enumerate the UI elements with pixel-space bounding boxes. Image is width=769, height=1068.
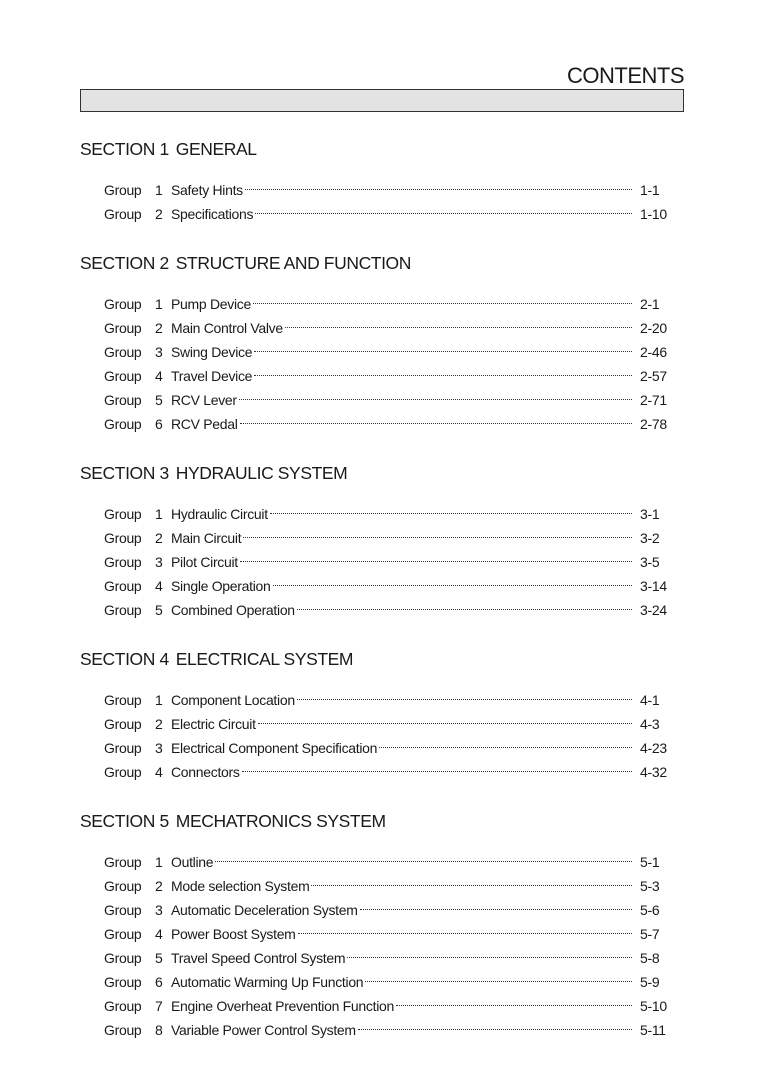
entry-title: Outline xyxy=(171,854,214,870)
page-number: 3-24 xyxy=(640,602,667,618)
page-number: 4-3 xyxy=(640,716,660,732)
entry-title-wrap xyxy=(171,850,634,874)
entry-title: Pump Device xyxy=(171,296,251,312)
dot-leader xyxy=(365,981,632,982)
dot-leader xyxy=(360,909,632,910)
dot-leader xyxy=(243,537,632,538)
entry-title-wrap xyxy=(171,760,634,784)
entry-title: Pilot Circuit xyxy=(171,554,238,570)
entry-title-wrap xyxy=(171,736,634,760)
toc-entry[interactable] xyxy=(80,736,670,760)
title-bar xyxy=(80,89,684,112)
toc-entry[interactable] xyxy=(80,688,670,712)
group-label: Group xyxy=(104,950,142,966)
entry-title: Electrical Component Specification xyxy=(171,740,378,756)
group-number: 2 xyxy=(155,716,163,732)
entry-title-wrap xyxy=(171,364,634,388)
dot-leader xyxy=(311,885,632,886)
page-number: 1-10 xyxy=(640,206,667,222)
toc-entry[interactable] xyxy=(80,850,670,874)
entry-title: Specifications xyxy=(171,206,254,222)
page-number: 1-1 xyxy=(640,182,660,198)
dot-leader xyxy=(358,1029,632,1030)
group-number: 4 xyxy=(155,368,163,384)
entry-title: Power Boost System xyxy=(171,926,296,942)
entry-title-wrap xyxy=(171,874,634,898)
group-number: 8 xyxy=(155,1022,163,1038)
section-title: STRUCTURE AND FUNCTION xyxy=(175,253,412,273)
entry-title-wrap xyxy=(171,178,634,202)
group-number: 5 xyxy=(155,602,163,618)
group-label: Group xyxy=(104,1022,142,1038)
page-title: CONTENTS xyxy=(567,63,684,88)
group-label: Group xyxy=(104,716,142,732)
entry-title-wrap xyxy=(171,688,634,712)
toc-entry[interactable] xyxy=(80,178,670,202)
group-number: 1 xyxy=(155,692,163,708)
group-list xyxy=(80,502,670,622)
entry-title: Automatic Warming Up Function xyxy=(171,974,364,990)
page-number: 5-8 xyxy=(640,950,660,966)
entry-title: Component Location xyxy=(171,692,295,708)
toc-entry[interactable] xyxy=(80,388,670,412)
entry-title: Variable Power Control System xyxy=(171,1022,356,1038)
section-number: SECTION 2 xyxy=(80,253,169,273)
group-label: Group xyxy=(104,692,142,708)
group-label: Group xyxy=(104,578,142,594)
group-number: 3 xyxy=(155,344,163,360)
group-list xyxy=(80,292,670,436)
dot-leader xyxy=(242,771,632,772)
page-number: 5-1 xyxy=(640,854,660,870)
entry-title-wrap xyxy=(171,202,634,226)
entry-title-wrap xyxy=(171,970,634,994)
dot-leader xyxy=(253,303,632,304)
table-of-contents xyxy=(80,138,670,1068)
toc-entry[interactable] xyxy=(80,412,670,436)
group-number: 7 xyxy=(155,998,163,1014)
dot-leader xyxy=(239,399,632,400)
toc-entry[interactable] xyxy=(80,898,670,922)
group-label: Group xyxy=(104,878,142,894)
group-label: Group xyxy=(104,392,142,408)
group-label: Group xyxy=(104,854,142,870)
group-list xyxy=(80,850,670,1042)
entry-title-wrap xyxy=(171,502,634,526)
page-number: 3-5 xyxy=(640,554,660,570)
page-number: 5-6 xyxy=(640,902,660,918)
page-number: 5-11 xyxy=(640,1022,666,1038)
dot-leader xyxy=(240,423,632,424)
section-heading[interactable] xyxy=(80,648,670,670)
dot-leader xyxy=(297,699,632,700)
section-heading[interactable] xyxy=(80,138,670,160)
toc-entry[interactable] xyxy=(80,340,670,364)
group-label: Group xyxy=(104,296,142,312)
dot-leader xyxy=(379,747,632,748)
group-number: 5 xyxy=(155,392,163,408)
group-label: Group xyxy=(104,998,142,1014)
dot-leader xyxy=(285,327,632,328)
entry-title: Hydraulic Circuit xyxy=(171,506,268,522)
group-number: 4 xyxy=(155,926,163,942)
toc-entry[interactable] xyxy=(80,292,670,316)
entry-title: Connectors xyxy=(171,764,240,780)
group-label: Group xyxy=(104,602,142,618)
toc-entry[interactable] xyxy=(80,922,670,946)
dot-leader xyxy=(245,189,632,190)
group-label: Group xyxy=(104,206,142,222)
section-title: MECHATRONICS SYSTEM xyxy=(175,811,386,831)
entry-title: Main Circuit xyxy=(171,530,242,546)
page-number: 4-1 xyxy=(640,692,660,708)
dot-leader xyxy=(297,609,632,610)
group-number: 2 xyxy=(155,320,163,336)
toc-entry[interactable] xyxy=(80,970,670,994)
page-number: 5-3 xyxy=(640,878,660,894)
toc-entry[interactable] xyxy=(80,574,670,598)
section-heading[interactable] xyxy=(80,810,670,832)
group-label: Group xyxy=(104,926,142,942)
toc-entry[interactable] xyxy=(80,550,670,574)
entry-title-wrap xyxy=(171,712,634,736)
entry-title-wrap xyxy=(171,388,634,412)
dot-leader xyxy=(215,861,632,862)
group-list xyxy=(80,688,670,784)
page-number: 5-7 xyxy=(640,926,660,942)
entry-title: Safety Hints xyxy=(171,182,243,198)
section-number: SECTION 1 xyxy=(80,139,169,159)
toc-entry[interactable] xyxy=(80,994,670,1018)
entry-title-wrap xyxy=(171,994,634,1018)
page-number: 5-9 xyxy=(640,974,660,990)
group-number: 1 xyxy=(155,182,163,198)
entry-title: Electric Circuit xyxy=(171,716,256,732)
page-number: 2-20 xyxy=(640,320,667,336)
group-number: 4 xyxy=(155,764,163,780)
page-number: 2-1 xyxy=(640,296,660,312)
entry-title-wrap xyxy=(171,946,634,970)
group-label: Group xyxy=(104,554,142,570)
section-title: ELECTRICAL SYSTEM xyxy=(175,649,354,669)
section-title: GENERAL xyxy=(175,139,257,159)
page-number: 4-23 xyxy=(640,740,667,756)
page-number: 2-78 xyxy=(640,416,667,432)
page-number: 4-32 xyxy=(640,764,667,780)
group-label: Group xyxy=(104,902,142,918)
page-number: 2-46 xyxy=(640,344,667,360)
entry-title: Mode selection System xyxy=(171,878,310,894)
entry-title-wrap xyxy=(171,922,634,946)
group-number: 2 xyxy=(155,530,163,546)
page-number: 2-57 xyxy=(640,368,667,384)
group-label: Group xyxy=(104,764,142,780)
group-label: Group xyxy=(104,344,142,360)
section-heading[interactable] xyxy=(80,252,670,274)
group-number: 6 xyxy=(155,974,163,990)
toc-entry[interactable] xyxy=(80,502,670,526)
entry-title: RCV Pedal xyxy=(171,416,238,432)
page-number: 3-1 xyxy=(640,506,660,522)
section-number: SECTION 3 xyxy=(80,463,169,483)
dot-leader xyxy=(254,375,632,376)
entry-title: Main Control Valve xyxy=(171,320,283,336)
group-number: 2 xyxy=(155,878,163,894)
page-number: 3-14 xyxy=(640,578,667,594)
toc-entry[interactable] xyxy=(80,712,670,736)
dot-leader xyxy=(273,585,633,586)
group-number: 1 xyxy=(155,854,163,870)
toc-entry[interactable] xyxy=(80,364,670,388)
dot-leader xyxy=(347,957,632,958)
entry-title: RCV Lever xyxy=(171,392,237,408)
entry-title-wrap xyxy=(171,898,634,922)
toc-entry[interactable] xyxy=(80,598,670,622)
group-label: Group xyxy=(104,320,142,336)
dot-leader xyxy=(298,933,632,934)
toc-entry[interactable] xyxy=(80,316,670,340)
dot-leader xyxy=(396,1005,632,1006)
page-number: 5-10 xyxy=(640,998,667,1014)
group-label: Group xyxy=(104,506,142,522)
entry-title: Combined Operation xyxy=(171,602,295,618)
entry-title-wrap xyxy=(171,550,634,574)
group-number: 1 xyxy=(155,296,163,312)
entry-title-wrap xyxy=(171,316,634,340)
page-number: 3-2 xyxy=(640,530,660,546)
entry-title: Travel Speed Control System xyxy=(171,950,346,966)
group-label: Group xyxy=(104,416,142,432)
group-label: Group xyxy=(104,974,142,990)
entry-title-wrap xyxy=(171,598,634,622)
group-label: Group xyxy=(104,530,142,546)
group-number: 4 xyxy=(155,578,163,594)
dot-leader xyxy=(254,351,632,352)
group-label: Group xyxy=(104,182,142,198)
page-number: 2-71 xyxy=(640,392,667,408)
section-number: SECTION 4 xyxy=(80,649,169,669)
group-label: Group xyxy=(104,368,142,384)
entry-title-wrap xyxy=(171,1018,634,1042)
toc-entry[interactable] xyxy=(80,202,670,226)
group-number: 1 xyxy=(155,506,163,522)
entry-title: Swing Device xyxy=(171,344,253,360)
entry-title-wrap xyxy=(171,574,634,598)
entry-title-wrap xyxy=(171,526,634,550)
group-number: 2 xyxy=(155,206,163,222)
entry-title-wrap xyxy=(171,340,634,364)
group-number: 3 xyxy=(155,902,163,918)
dot-leader xyxy=(270,513,632,514)
dot-leader xyxy=(240,561,632,562)
toc-entry[interactable] xyxy=(80,946,670,970)
entry-title: Travel Device xyxy=(171,368,253,384)
group-number: 5 xyxy=(155,950,163,966)
group-list xyxy=(80,178,670,226)
group-number: 3 xyxy=(155,554,163,570)
toc-entry[interactable] xyxy=(80,526,670,550)
section-number: SECTION 5 xyxy=(80,811,169,831)
entry-title: Single Operation xyxy=(171,578,271,594)
toc-entry[interactable] xyxy=(80,760,670,784)
toc-entry[interactable] xyxy=(80,1018,670,1042)
section-title: HYDRAULIC SYSTEM xyxy=(175,463,348,483)
entry-title-wrap xyxy=(171,292,634,316)
section-heading[interactable] xyxy=(80,462,670,484)
dot-leader xyxy=(258,723,632,724)
group-number: 3 xyxy=(155,740,163,756)
group-number: 6 xyxy=(155,416,163,432)
entry-title-wrap xyxy=(171,412,634,436)
entry-title: Automatic Deceleration System xyxy=(171,902,358,918)
group-label: Group xyxy=(104,740,142,756)
toc-entry[interactable] xyxy=(80,874,670,898)
dot-leader xyxy=(255,213,632,214)
entry-title: Engine Overheat Prevention Function xyxy=(171,998,394,1014)
